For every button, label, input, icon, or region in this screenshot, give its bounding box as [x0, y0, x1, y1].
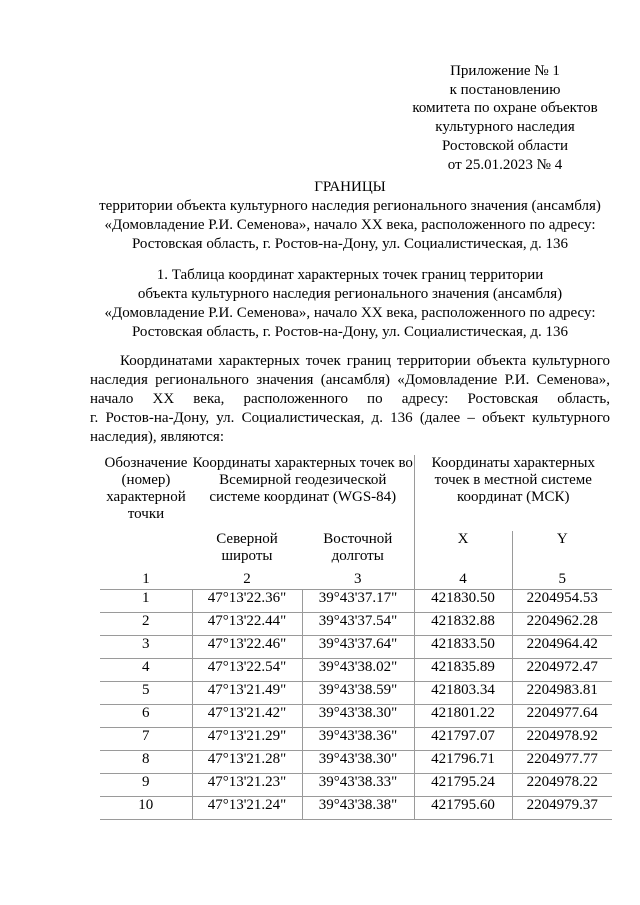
cell-longitude: 39°43'38.59" [302, 682, 414, 705]
column-number: 5 [512, 571, 612, 590]
cell-y: 2204954.53 [512, 590, 612, 613]
paragraph-line: г. Ростов-на-Дону, ул. Социалистическая, д. 136 (далее – объект культурного [90, 410, 610, 426]
cell-point-number: 6 [100, 705, 192, 728]
cell-latitude: 47°13'21.23" [192, 774, 302, 797]
caption-line: объекта культурного наследия регионального значения (ансамбля) [137, 286, 563, 302]
cell-longitude: 39°43'38.36" [302, 728, 414, 751]
cell-longitude: 39°43'38.30" [302, 705, 414, 728]
heading-line: Ростовская область, г. Ростов-на-Дону, ул. Социалистическая, д. 136 [131, 236, 569, 252]
table-row [100, 751, 612, 774]
document-heading [70, 178, 630, 254]
cell-latitude: 47°13'21.29" [192, 728, 302, 751]
table-body [100, 590, 612, 820]
table-row [100, 682, 612, 705]
appendix-line: от 25.01.2023 № 4 [447, 156, 563, 173]
coordinates-table [100, 455, 612, 820]
appendix-line: культурного наследия [435, 119, 575, 136]
appendix-line: к постановлению [449, 81, 561, 98]
cell-y: 2204983.81 [512, 682, 612, 705]
heading-line: территории объекта культурного наследия регионального значения (ансамбля) [99, 198, 601, 214]
cell-latitude: 47°13'22.44" [192, 613, 302, 636]
cell-x: 421801.22 [414, 705, 512, 728]
cell-longitude: 39°43'37.17" [302, 590, 414, 613]
cell-x: 421797.07 [414, 728, 512, 751]
cell-x: 421803.34 [414, 682, 512, 705]
cell-y: 2204972.47 [512, 659, 612, 682]
cell-point-number: 7 [100, 728, 192, 751]
cell-longitude: 39°43'37.64" [302, 636, 414, 659]
column-number: 4 [414, 571, 512, 590]
cell-x: 421832.88 [414, 613, 512, 636]
header-x: X [414, 531, 512, 571]
header-msk-label: Координаты характерных точек в местной системе координат (МСК) [431, 455, 595, 505]
cell-latitude: 47°13'22.54" [192, 659, 302, 682]
table-row [100, 774, 612, 797]
cell-latitude: 47°13'22.46" [192, 636, 302, 659]
heading-title: ГРАНИЦЫ [314, 179, 386, 195]
cell-latitude: 47°13'21.28" [192, 751, 302, 774]
cell-longitude: 39°43'38.38" [302, 797, 414, 820]
paragraph-line: начало XX века, расположенного по адресу: Ростовская область, [90, 391, 610, 407]
cell-point-number: 1 [100, 590, 192, 613]
cell-y: 2204962.28 [512, 613, 612, 636]
cell-y: 2204977.77 [512, 751, 612, 774]
cell-point-number: 2 [100, 613, 192, 636]
cell-point-number: 10 [100, 797, 192, 820]
table-row [100, 590, 612, 613]
header-east-longitude: Восточной долготы [302, 531, 414, 571]
table-row [100, 728, 612, 751]
cell-longitude: 39°43'38.33" [302, 774, 414, 797]
appendix-block [400, 62, 610, 174]
table-row [100, 797, 612, 820]
appendix-line: Ростовской области [442, 137, 568, 154]
cell-latitude: 47°13'21.49" [192, 682, 302, 705]
cell-y: 2204964.42 [512, 636, 612, 659]
table-row [100, 636, 612, 659]
heading-line: «Домовладение Р.И. Семенова», начало XX века, расположенного по адресу: [104, 217, 596, 233]
caption-line: 1. Таблица координат характерных точек границ территории [156, 267, 544, 283]
table-caption [70, 266, 630, 342]
cell-x: 421796.71 [414, 751, 512, 774]
cell-longitude: 39°43'38.02" [302, 659, 414, 682]
cell-latitude: 47°13'21.42" [192, 705, 302, 728]
header-point-label: Обозначение (номер) характерной точки [104, 455, 188, 522]
appendix-line: Приложение № 1 [450, 63, 560, 79]
cell-y: 2204979.37 [512, 797, 612, 820]
column-number: 1 [100, 571, 192, 590]
cell-point-number: 5 [100, 682, 192, 705]
cell-x: 421835.89 [414, 659, 512, 682]
column-numbers-row [100, 571, 612, 590]
caption-line: «Домовладение Р.И. Семенова», начало XX века, расположенного по адресу: [104, 305, 596, 321]
caption-line: Ростовская область, г. Ростов-на-Дону, ул. Социалистическая, д. 136 [131, 324, 569, 340]
cell-y: 2204977.64 [512, 705, 612, 728]
column-number: 2 [192, 571, 302, 590]
header-wgs-label: Координаты характерных точек во Всемирной геодезической системе координат (WGS-84) [192, 455, 414, 531]
paragraph-line: наследия регионального значения (ансамбля) «Домовладение Р.И. Семенова», [90, 372, 610, 388]
table-row [100, 659, 612, 682]
paragraph-line: Координатами характерных точек границ территории объекта культурного [120, 353, 610, 369]
cell-latitude: 47°13'22.36" [192, 590, 302, 613]
cell-x: 421795.60 [414, 797, 512, 820]
cell-x: 421830.50 [414, 590, 512, 613]
column-number: 3 [302, 571, 414, 590]
cell-longitude: 39°43'38.30" [302, 751, 414, 774]
cell-point-number: 9 [100, 774, 192, 797]
cell-longitude: 39°43'37.54" [302, 613, 414, 636]
header-y: Y [556, 531, 568, 547]
table-row [100, 613, 612, 636]
header-north-latitude: Северной широты [216, 531, 278, 564]
cell-x: 421795.24 [414, 774, 512, 797]
cell-latitude: 47°13'21.24" [192, 797, 302, 820]
appendix-line: комитета по охране объектов [412, 100, 598, 117]
cell-y: 2204978.92 [512, 728, 612, 751]
cell-y: 2204978.22 [512, 774, 612, 797]
table-header-row [100, 455, 612, 531]
paragraph-line: наследия), являются: [90, 429, 224, 445]
table-row [100, 705, 612, 728]
cell-point-number: 4 [100, 659, 192, 682]
cell-point-number: 3 [100, 636, 192, 659]
cell-point-number: 8 [100, 751, 192, 774]
intro-paragraph [90, 352, 610, 447]
cell-x: 421833.50 [414, 636, 512, 659]
